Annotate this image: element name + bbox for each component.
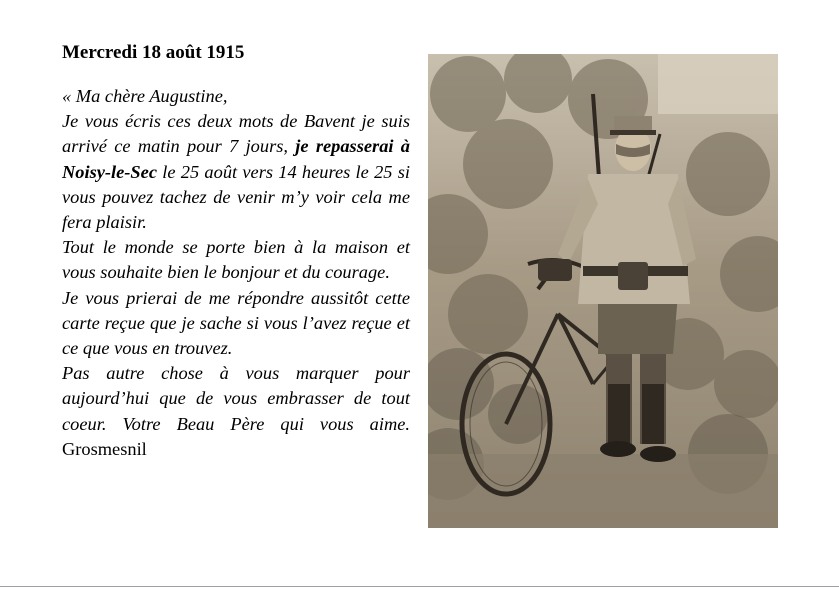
letter-date: Mercredi 18 août 1915 xyxy=(62,42,245,63)
paragraph-1-emphasis: je repasserai à Noisy-le-Sec xyxy=(62,136,410,182)
letter-body xyxy=(62,84,410,462)
letter-signature: Grosmesnil xyxy=(62,438,147,459)
letter-paragraph-2: Tout le monde se porte bien à la maison et vous souhaite bien le bonjour et du courage. xyxy=(62,237,410,283)
paragraph-1-text-end: le 25 août vers 14 heures le 25 si vous pouvez tachez de venir m’y voir cela me fera plaisir. xyxy=(62,161,410,233)
bottom-divider xyxy=(0,586,839,587)
letter-paragraph-1 xyxy=(62,109,410,235)
paragraph-1-text: Je vous écris ces deux mots de Bavent je suis arrivé ce matin pour 7 jours, xyxy=(62,111,410,157)
letter-paragraph-4 xyxy=(62,361,410,462)
sepia-photograph xyxy=(428,54,778,528)
photograph-image xyxy=(428,54,778,528)
paragraph-4-text: Pas autre chose à vous marquer pour aujourd’hui que de vous embrasser de tout coeur. Votre Beau Père qui vous aime. xyxy=(62,363,410,434)
letter-greeting: « Ma chère Augustine, xyxy=(62,86,228,106)
letter-paragraph-3: Je vous prierai de me répondre aussitôt cette carte reçue que je sache si vous l’avez reçue et ce que vous en trouvez. xyxy=(62,287,410,359)
